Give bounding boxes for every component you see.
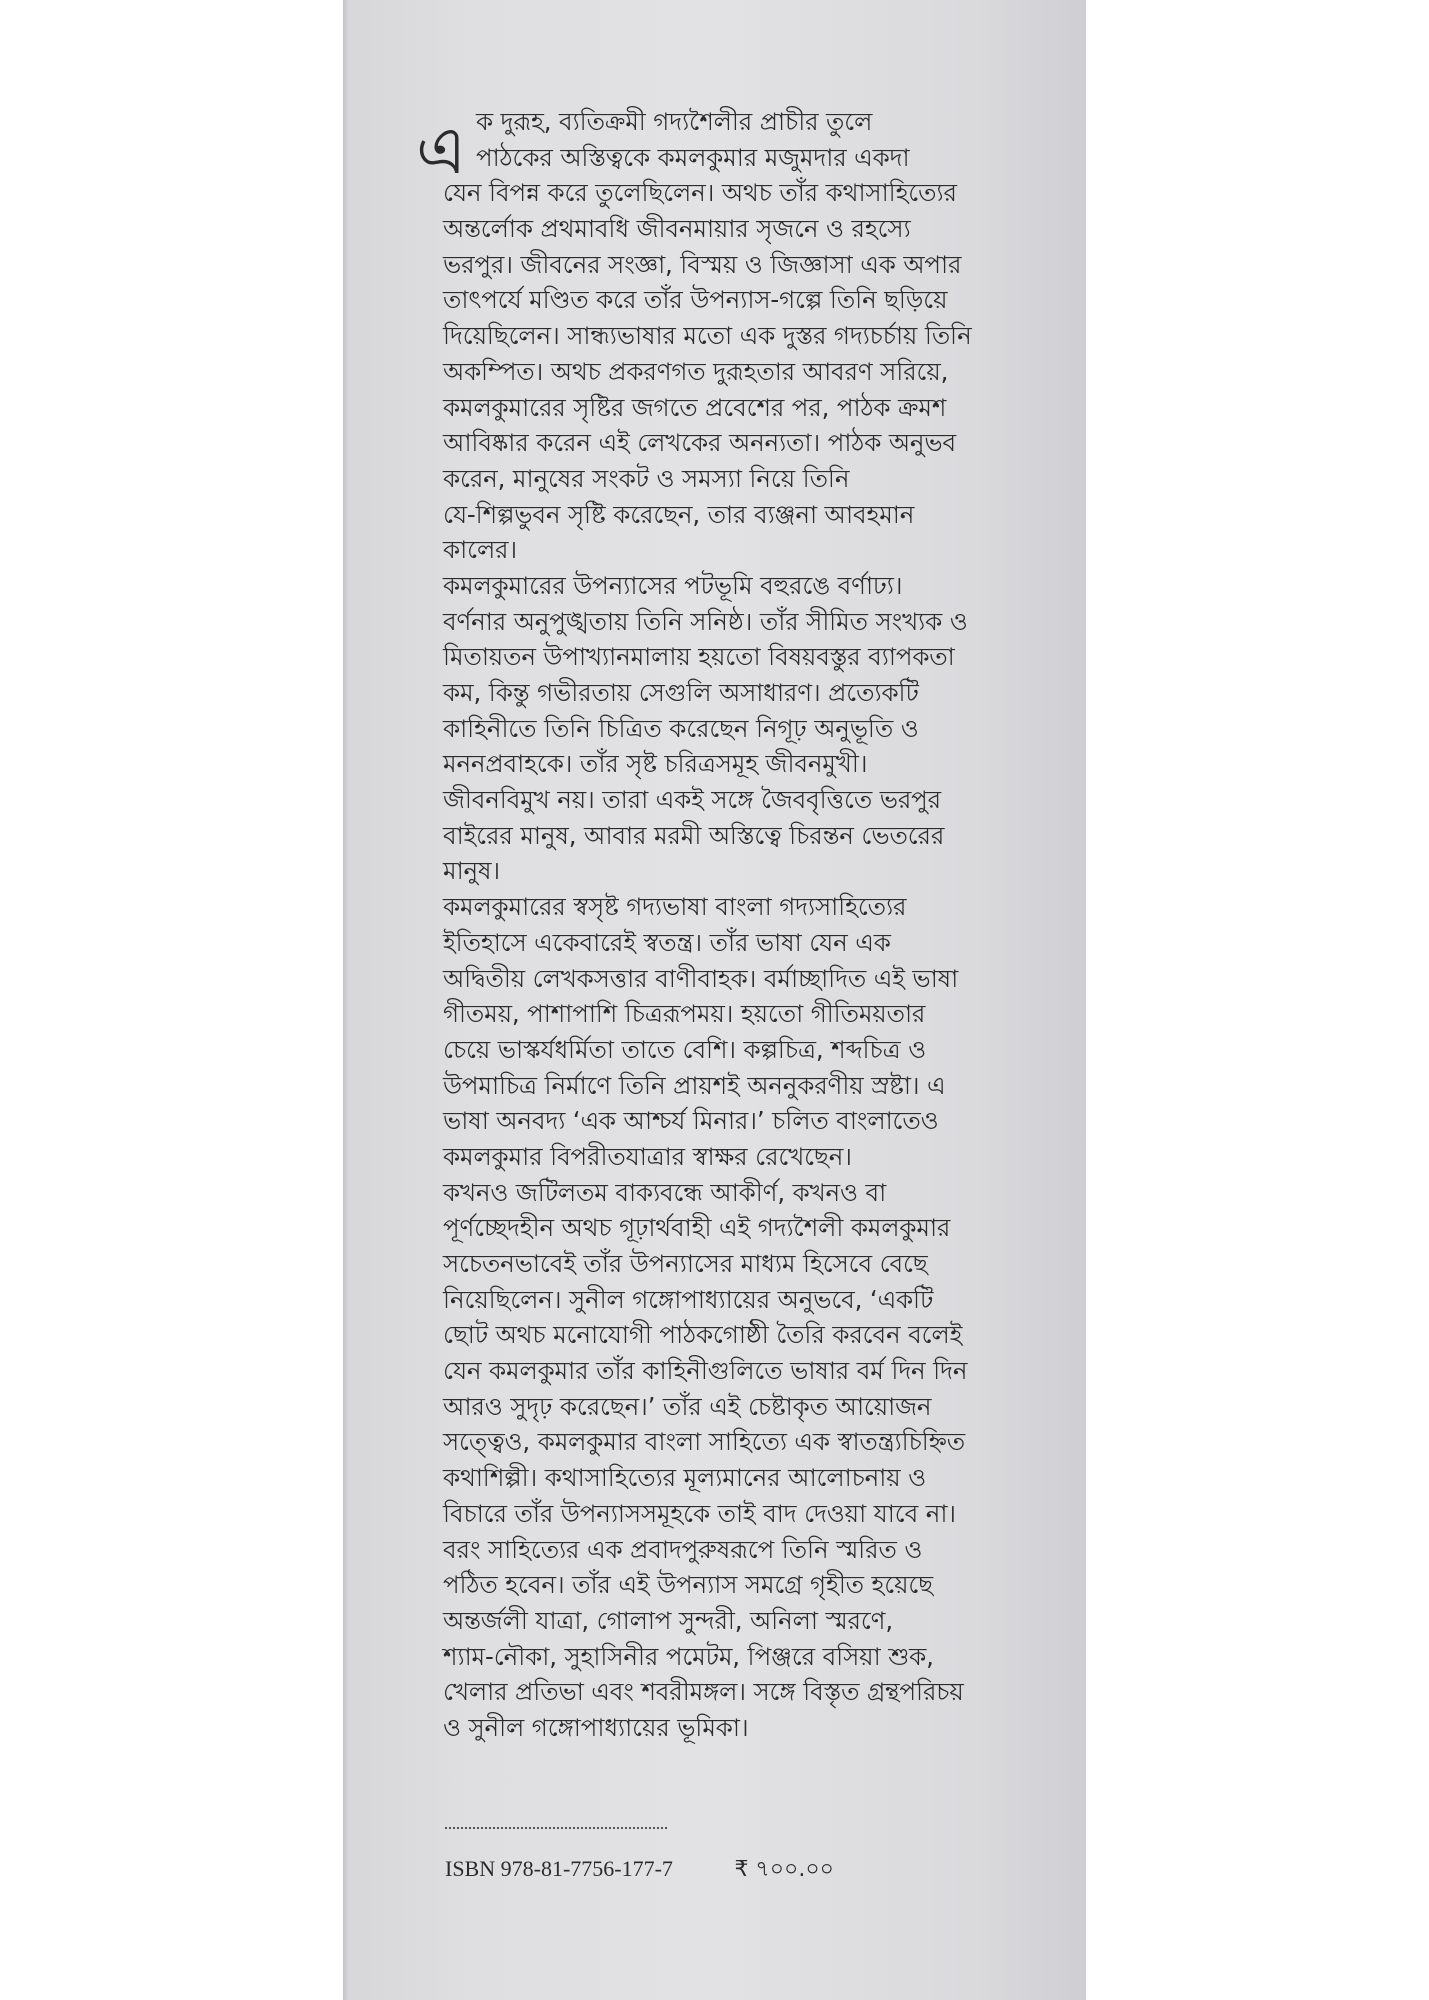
isbn-price-row	[445, 1852, 834, 1889]
blurb-line: শ্যাম-নৌকা, সুহাসিনীর পমেটম, পিঞ্জরে বসিয়া শুক,	[443, 1641, 934, 1671]
book-back-flap	[343, 0, 1086, 2000]
blurb-line: মননপ্রবাহকে। তাঁর সৃষ্ট চরিত্রসমূহ জীবনমুখী।	[443, 749, 868, 779]
blurb-line: পূর্ণচ্ছেদহীন অথচ গূঢ়ার্থবাহী এই গদ্যশৈলী কমলকুমার	[443, 1213, 951, 1243]
blurb-line: আবিষ্কার করেন এই লেখকের অনন্যতা। পাঠক অনুভব	[443, 428, 956, 458]
blurb-line: করেন, মানুষের সংকট ও সমস্যা নিয়ে তিনি	[443, 463, 850, 493]
blurb-line: যে-শিল্পভুবন সৃষ্টি করেছেন, তার ব্যঞ্জনা আবহমান	[443, 499, 915, 529]
drop-cap: এ	[416, 112, 467, 189]
blurb-line: ভরপুর। জীবনের সংজ্ঞা, বিস্ময় ও জিজ্ঞাসা এক অপার	[443, 249, 962, 279]
blurb-line: তাৎপর্যে মণ্ডিত করে তাঁর উপন্যাস-গল্পে তিনি ছড়িয়ে	[443, 285, 948, 315]
blurb-line: কমলকুমারের স্বসৃষ্ট গদ্যভাষা বাংলা গদ্যসাহিত্যের	[443, 892, 907, 922]
blurb-line: বাইরের মানুষ, আবার মরমী অস্তিত্বে চিরন্তন ভেতরের	[443, 820, 945, 850]
blurb-line: সচেতনভাবেই তাঁর উপন্যাসের মাধ্যম হিসেবে বেছে	[443, 1249, 928, 1278]
blurb-line: কমলকুমারের সৃষ্টির জগতে প্রবেশের পর, পাঠক ক্রমশ	[443, 392, 947, 422]
blurb-text	[416, 104, 1028, 1746]
blurb-line: কালের।	[443, 535, 517, 565]
blurb-line: বর্ণনার অনুপুঙ্খতায় তিনি সনিষ্ঠ। তাঁর সীমিত সংখ্যক ও	[443, 606, 968, 636]
blurb-line: অকম্পিত। অথচ প্রকরণগত দুরূহতার আবরণ সরিয়ে,	[443, 356, 949, 386]
price-label: ₹ ৭০০.০০	[734, 1857, 834, 1882]
blurb-line: ভাষা অনবদ্য ‘এক আশ্চর্য মিনার।’ চলিত বাংলাতেও	[443, 1106, 939, 1136]
isbn-number: ISBN 978-81-7756-177-7	[445, 1856, 673, 1881]
blurb-line: পঠিত হবেন। তাঁর এই উপন্যাস সমগ্রে গৃহীত হয়েছে	[443, 1570, 933, 1600]
blurb-line: বিচারে তাঁর উপন্যাসসমূহকে তাই বাদ দেওয়া যাবে না।	[443, 1498, 956, 1528]
blurb-line: অন্তর্জলী যাত্রা, গোলাপ সুন্দরী, অনিলা স্মরণে,	[443, 1605, 893, 1635]
blurb-line: জীবনবিমুখ নয়। তারা একই সঙ্গে জৈববৃত্তিতে ভরপুর	[443, 785, 941, 815]
blurb-line: মিতায়তন উপাখ্যানমালায় হয়তো বিষয়বস্তুর ব্যাপকতা	[443, 642, 955, 672]
blurb-line: কখনও জটিলতম বাক্যবন্ধে আকীর্ণ, কখনও বা	[443, 1177, 887, 1207]
blurb-line: পাঠকের অস্তিত্বকে কমলকুমার মজুমদার একদা	[476, 142, 910, 172]
blurb-line: উপমাচিত্র নির্মাণে তিনি প্রায়শই অননুকরণীয় স্রষ্টা। এ	[443, 1070, 946, 1100]
blurb-line: কমলকুমার বিপরীতযাত্রার স্বাক্ষর রেখেছেন।	[443, 1141, 852, 1171]
blurb-line: বরং সাহিত্যের এক প্রবাদপুরুষরূপে তিনি স্মরিত ও	[443, 1534, 923, 1564]
blurb-line: আরও সুদৃঢ় করেছেন।’ তাঁর এই চেষ্টাকৃত আয়োজন	[443, 1391, 932, 1421]
blurb-line: যেন কমলকুমার তাঁর কাহিনীগুলিতে ভাষার বর্ম দিন দিন	[443, 1356, 968, 1386]
blurb-line: ও সুনীল গঙ্গোপাধ্যায়ের ভূমিকা।	[443, 1712, 749, 1742]
blurb-line: মানুষ।	[443, 856, 501, 886]
blurb-line-text: ক দুরূহ, ব্যতিক্রমী গদ্যশৈলীর প্রাচীর তুলে	[476, 107, 873, 136]
blurb-line: কাহিনীতে তিনি চিত্রিত করেছেন নিগূঢ় অনুভূতি ও	[443, 713, 919, 743]
blurb-line: খেলার প্রতিভা এবং শবরীমঙ্গল। সঙ্গে বিস্তৃত গ্রন্থপরিচয়	[443, 1677, 964, 1707]
blurb-line: অদ্বিতীয় লেখকসত্তার বাণীবাহক। বর্মাচ্ছাদিত এই ভাষা	[443, 963, 959, 993]
blurb-line: কথাশিল্পী। কথাসাহিত্যের মূল্যমানের আলোচনায় ও	[443, 1463, 927, 1493]
blurb-line: অন্তর্লোক প্রথমাবধি জীবনমায়ার সৃজনে ও রহস্যে	[443, 214, 911, 244]
blurb-line: দিয়েছিলেন। সান্ধ্যভাষার মতো এক দুস্তর গদ্যচর্চায় তিনি	[443, 321, 972, 351]
blurb-line: ইতিহাসে একেবারেই স্বতন্ত্র। তাঁর ভাষা যেন এক	[443, 927, 891, 957]
blurb-line: যেন বিপন্ন করে তুলেছিলেন। অথচ তাঁর কথাসাহিত্যের	[443, 178, 957, 208]
blurb-line: গীতময়, পাশাপাশি চিত্ররূপময়। হয়তো গীতিময়তার	[443, 999, 926, 1029]
dotted-divider	[445, 1827, 667, 1829]
flap-fold-shadow	[343, 0, 349, 2000]
blurb-line: সত্ত্বেও, কমলকুমার বাংলা সাহিত্যে এক স্বাতন্ত্র্যচিহ্নিত	[443, 1427, 966, 1457]
blurb-line: কমলকুমারের উপন্যাসের পটভূমি বহুরঙে বর্ণাঢ্য।	[443, 570, 903, 600]
blurb-line: ছোট অথচ মনোযোগী পাঠকগোষ্ঠী তৈরি করবেন বলেই	[443, 1320, 963, 1350]
blurb-line: নিয়েছিলেন। সুনীল গঙ্গোপাধ্যায়ের অনুভবে, ‘একটি	[443, 1284, 934, 1314]
blurb-line: চেয়ে ভাস্কর্যধর্মিতা তাতে বেশি। কল্পচিত্র, শব্দচিত্র ও	[443, 1034, 926, 1064]
blurb-line: কম, কিন্তু গভীরতায় সেগুলি অসাধারণ। প্রত্যেকটি	[443, 678, 919, 707]
